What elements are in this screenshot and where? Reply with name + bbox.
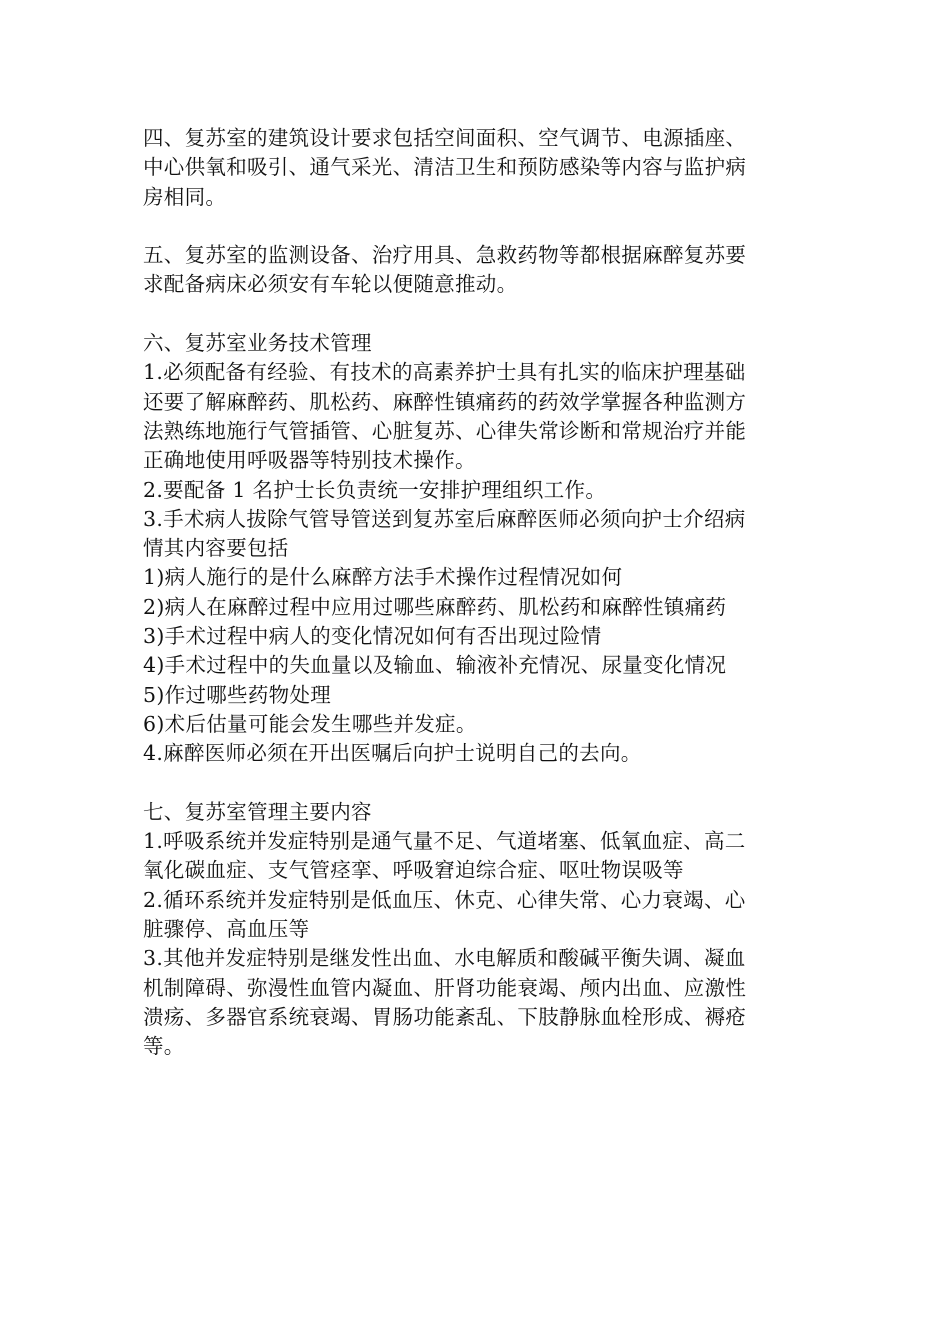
paragraph-spacer [143,769,799,798]
text-line: 氧化碳血症、支气管痉挛、呼吸窘迫综合症、呕吐物误吸等 [143,858,684,883]
text-line: 脏骤停、高血压等 [143,917,310,942]
list-item: 2)病人在麻醉过程中应用过哪些麻醉药、肌松药和麻醉性镇痛药 [143,594,727,619]
text-line: 2.循环系统并发症特别是低血压、休克、心律失常、心力衰竭、心 [143,887,746,912]
section-heading: 六、复苏室业务技术管理 [143,331,372,356]
text-line: 机制障碍、弥漫性血管内凝血、肝肾功能衰竭、颅内出血、应激性 [143,975,747,1000]
text-line: 求配备病床必须安有车轮以便随意推动。 [143,272,518,297]
list-item: 4)手术过程中的失血量以及输血、输液补充情况、尿量变化情况 [143,653,727,678]
text-line: 还要了解麻醉药、肌松药、麻醉性镇痛药的药效学掌握各种监测方 [143,389,747,414]
text-line: 3.其他并发症特别是继发性出血、水电解质和酸碱平衡失调、凝血 [143,946,746,971]
text-line: 3.手术病人拔除气管导管送到复苏室后麻醉医师必须向护士介绍病 [143,506,746,531]
text-line: 法熟练地施行气管插管、心脏复苏、心律失常诊断和常规治疗并能 [143,418,747,443]
paragraph-spacer [143,212,799,241]
text-line: 中心供氧和吸引、通气采光、清洁卫生和预防感染等内容与监护病 [143,155,747,180]
section-4-paragraph [143,124,799,212]
text-line: 2.要配备 1 名护士长负责统一安排护理组织工作。 [143,477,607,502]
text-line: 4.麻醉医师必须在开出医嘱后向护士说明自己的去向。 [143,741,642,766]
section-7-paragraph [143,798,799,1062]
text-line: 正确地使用呼吸器等特别技术操作。 [143,448,476,473]
text-line: 四、复苏室的建筑设计要求包括空间面积、空气调节、电源插座、 [143,126,747,150]
paragraph-spacer [143,300,799,329]
text-line: 情其内容要包括 [143,536,289,561]
text-line: 1.必须配备有经验、有技术的高素养护士具有扎实的临床护理基础 [143,360,746,385]
text-line: 房相同。 [143,184,227,209]
text-line: 溃疡、多器官系统衰竭、胃肠功能紊乱、下肢静脉血栓形成、褥疮 [143,1004,747,1029]
section-6-paragraph [143,329,799,768]
list-item: 3)手术过程中病人的变化情况如何有否出现过险情 [143,624,602,649]
list-item: 6)术后估量可能会发生哪些并发症。 [143,711,477,736]
document-body [143,124,799,1062]
section-5-paragraph [143,241,799,300]
text-line: 等。 [143,1034,185,1059]
text-line: 1.呼吸系统并发症特别是通气量不足、气道堵塞、低氧血症、高二 [143,829,746,854]
section-heading: 七、复苏室管理主要内容 [143,799,372,824]
text-line: 五、复苏室的监测设备、治疗用具、急救药物等都根据麻醉复苏要 [143,243,747,268]
list-item: 5)作过哪些药物处理 [143,682,332,707]
list-item: 1)病人施行的是什么麻醉方法手术操作过程情况如何 [143,565,623,590]
